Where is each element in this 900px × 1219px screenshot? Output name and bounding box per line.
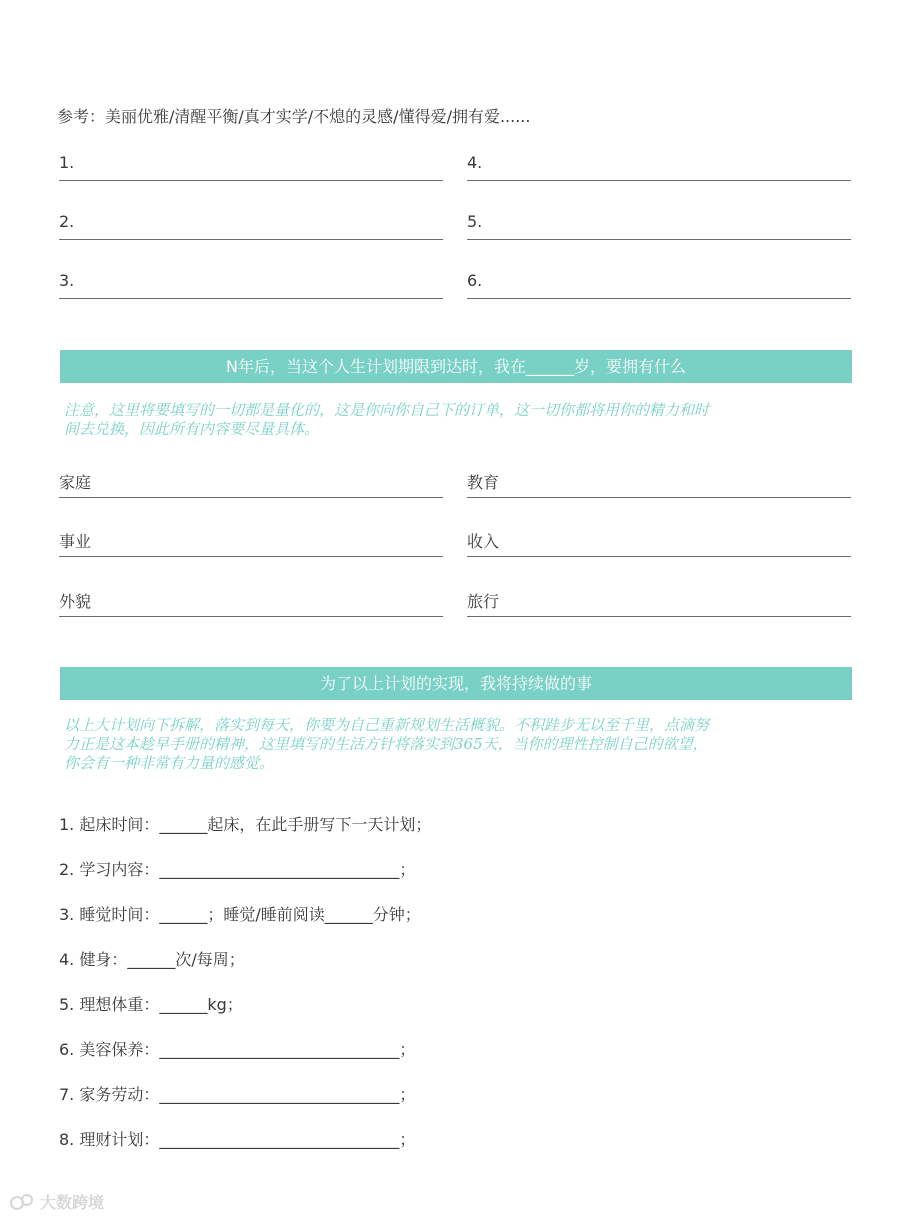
watermark [10,1190,104,1213]
section-banner-actions: 为了以上计划的实现，我将持续做的事 [60,667,852,700]
plan-item-study[interactable]: 2. 学习内容：______________________________； [59,860,416,879]
note-line: 以上大计划向下拆解，落实到每天，你要为自己重新规划生活概貌。不积跬步无以至千里，点滴努 [64,716,710,734]
field-income[interactable] [467,529,851,557]
blank-line-5[interactable] [467,212,851,240]
note-line: 力正是这本趁早手册的精神，这里填写的生活方针将落实到365天，当你的理性控制自己的欲望， [64,735,708,753]
plan-item-sleep[interactable]: 3. 睡觉时间：______；睡觉/睡前阅读______分钟； [59,905,421,924]
blank-line-label: 1. [59,153,75,172]
note-line: 间去兑换，因此所有内容要尽量具体。 [64,420,320,438]
field-label: 收入 [467,532,500,551]
blank-line-label: 4. [467,153,483,172]
field-label: 旅行 [467,592,500,611]
field-career[interactable] [59,529,443,557]
blank-line-4[interactable] [467,153,851,181]
watermark-logo-icon [10,1192,36,1212]
field-education[interactable] [467,470,851,498]
plan-item-weight[interactable]: 5. 理想体重：______kg； [59,995,243,1014]
plan-item-fitness[interactable]: 4. 健身：______次/每周； [59,950,245,969]
field-label: 家庭 [59,473,92,492]
blank-line-2[interactable] [59,212,443,240]
blank-line-label: 6. [467,271,483,290]
field-appearance[interactable] [59,589,443,617]
section-note-goals [64,401,854,439]
plan-item-beauty[interactable]: 6. 美容保养：______________________________； [59,1040,416,1059]
plan-item-housework[interactable]: 7. 家务劳动：______________________________； [59,1085,416,1104]
plan-item-finance[interactable]: 8. 理财计划：______________________________； [59,1130,416,1149]
reference-text: 参考：美丽优雅/清醒平衡/真才实学/不熄的灵感/懂得爱/拥有爱...... [57,107,531,126]
note-line: 你会有一种非常有力量的感觉。 [64,754,275,772]
blank-line-6[interactable] [467,271,851,299]
note-line: 注意，这里将要填写的一切都是量化的，这是你向你自己下的订单，这一切你都将用你的精力和时 [64,401,710,419]
watermark-text: 大数跨境 [40,1193,105,1212]
field-family[interactable] [59,470,443,498]
blank-line-3[interactable] [59,271,443,299]
blank-line-1[interactable] [59,153,443,181]
field-travel[interactable] [467,589,851,617]
blank-line-label: 5. [467,212,483,231]
blank-line-label: 2. [59,212,75,231]
field-label: 教育 [467,473,500,492]
section-banner-goals: N年后，当这个人生计划期限到达时，我在______岁，要拥有什么 [60,350,852,383]
field-label: 事业 [59,532,92,551]
blank-line-label: 3. [59,271,75,290]
field-label: 外貌 [59,592,92,611]
section-note-actions [64,716,854,773]
plan-item-wake-time[interactable]: 1. 起床时间：______起床，在此手册写下一天计划； [59,815,432,834]
